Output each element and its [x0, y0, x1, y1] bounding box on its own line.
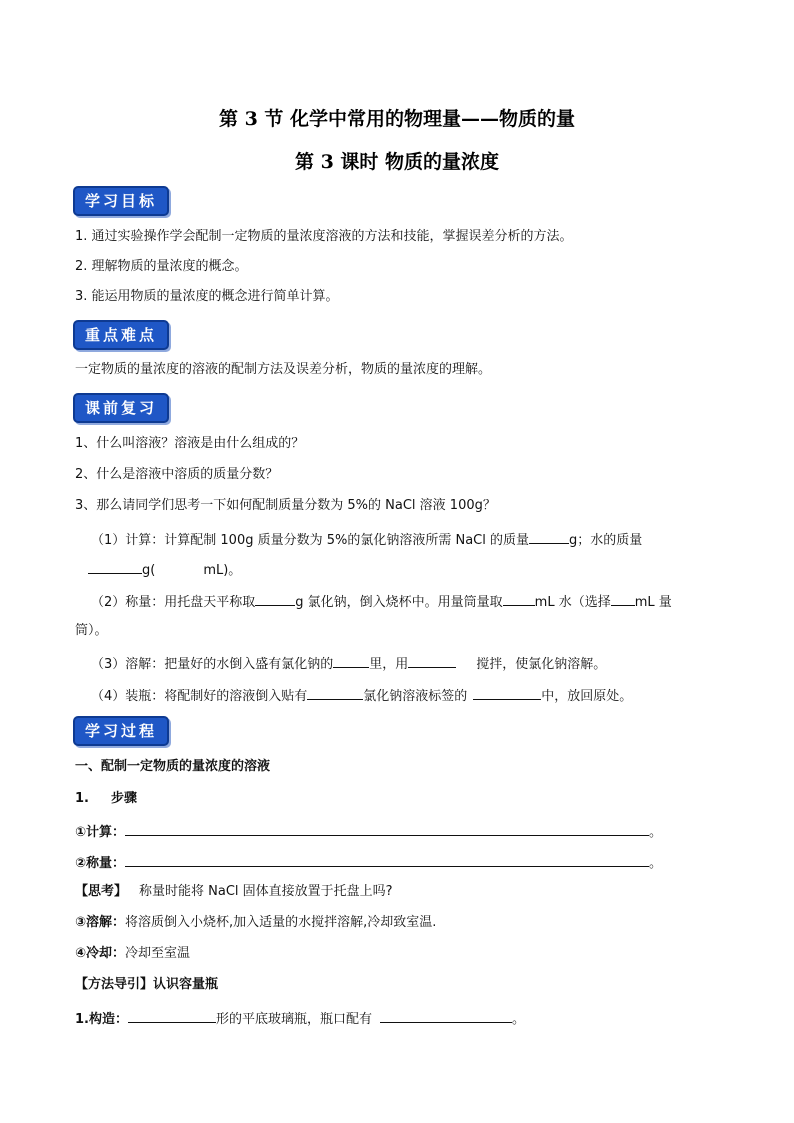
review-question-1: 1、什么叫溶液？溶液是由什么组成的？: [75, 436, 305, 451]
page-title: 第 3 节 化学中常用的物理量——物质的量: [218, 108, 576, 130]
think-line: 【思考】 称量时能将 NaCl 固体直接放置于托盘上吗?: [75, 884, 393, 899]
blank: [408, 653, 456, 668]
goal-item-3: 3. 能运用物质的量浓度的概念进行简单计算。: [75, 289, 339, 304]
process-heading: 一、配制一定物质的量浓度的溶液: [75, 759, 271, 774]
section-badge-review: 课前复习: [73, 393, 169, 423]
review-calc-line-2: g( mL)。: [88, 559, 241, 580]
blank: [611, 591, 635, 606]
blank: [307, 685, 363, 700]
method-line: 【方法导引】认识容量瓶: [75, 977, 219, 992]
review-question-3: 3、那么请同学们思考一下如何配制质量分数为 5%的 NaCl 溶液 100g？: [75, 498, 496, 513]
blank: [88, 559, 142, 574]
process-step-heading: 1. 步骤: [75, 791, 137, 806]
step-weigh-line: ②称量： 。: [75, 852, 662, 873]
goal-item-2: 2. 理解物质的量浓度的概念。: [75, 259, 248, 274]
step-dissolve-line: ③溶解：将溶质倒入小烧杯,加入适量的水搅拌溶解,冷却致室温.: [75, 915, 437, 930]
blank: [503, 591, 535, 606]
step-calc-line: ①计算： 。: [75, 821, 662, 842]
review-dissolve-line: （3）溶解：把量好的水倒入盛有氯化钠的 里，用 搅拌，使氯化钠溶解。: [91, 653, 606, 674]
blank: [473, 685, 541, 700]
review-weigh-line: （2）称量：用托盘天平称取 g 氯化钠，倒入烧杯中。用量筒量取 mL 水（选择 mL 量: [91, 591, 672, 612]
review-weigh-line-2: 筒）。: [75, 623, 108, 638]
section-badge-key: 重点难点: [73, 320, 169, 350]
blank: [380, 1008, 512, 1023]
blank: [333, 653, 369, 668]
blank: [125, 852, 649, 867]
blank: [529, 529, 569, 544]
step-cool-line: ④冷却：冷却至室温: [75, 946, 191, 961]
blank: [125, 821, 649, 836]
blank: [255, 591, 295, 606]
section-badge-goals: 学习目标: [73, 186, 169, 216]
review-question-2: 2、什么是溶液中溶质的质量分数？: [75, 467, 279, 482]
goal-item-1: 1. 通过实验操作学会配制一定物质的量浓度溶液的方法和技能，掌握误差分析的方法。: [75, 229, 573, 244]
key-points-text: 一定物质的量浓度的溶液的配制方法及误差分析，物质的量浓度的理解。: [75, 362, 492, 377]
section-badge-process: 学习过程: [73, 716, 169, 746]
page-subtitle: 第 3 课时 物质的量浓度: [294, 151, 500, 173]
structure-line: 1.构造： 形的平底玻璃瓶，瓶口配有 。: [75, 1008, 525, 1029]
review-bottle-line: （4）装瓶：将配制好的溶液倒入贴有 氯化钠溶液标签的 中，放回原处。: [91, 685, 632, 706]
blank: [128, 1008, 216, 1023]
review-calc-line: （1）计算：计算配制 100g 质量分数为 5%的氯化钠溶液所需 NaCl 的质量 g；水的质量: [91, 529, 642, 550]
